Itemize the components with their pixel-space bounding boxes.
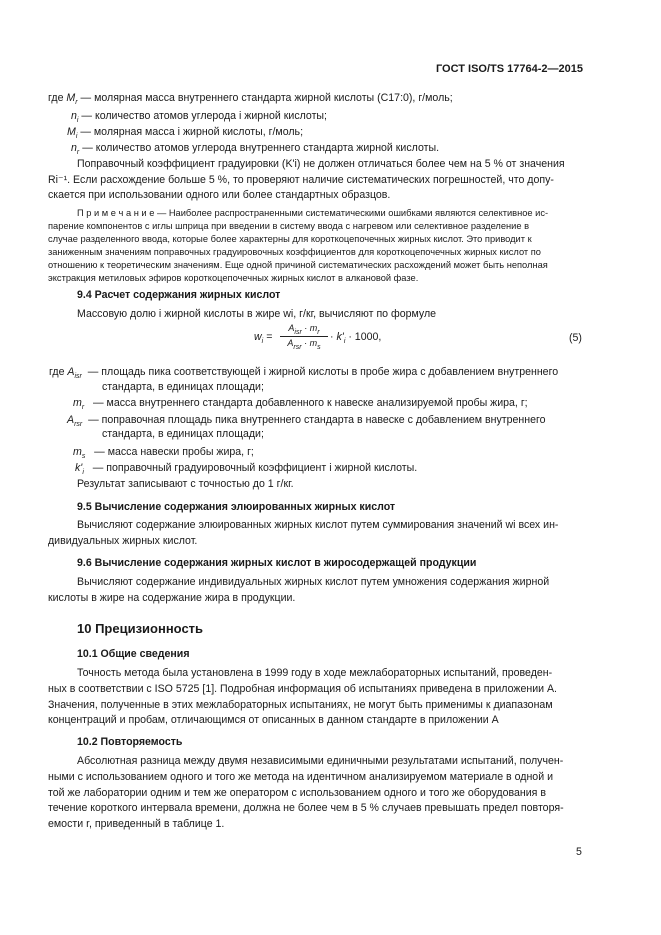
para1-line3: скается при использовании одного или более стандартных образцов.: [48, 189, 391, 201]
s102-line5: емости r, приведенный в таблице 1.: [48, 818, 225, 830]
def-Arsr: $A_{rsr}$ — поправочная площадь пика внутреннего стандарта в навеске с добавлением внутреннего: [67, 414, 546, 429]
def-Mi: $M_i$ — молярная масса i жирной кислоты, г/моль;: [67, 126, 304, 141]
s102-line4: течение короткого интервала времени, должна не более чем в 5 % случаев превышать предел повторя-: [48, 802, 564, 814]
s102-line2: ными с использованием одного и того же метода на идентичном анализируемом материале в одной и: [48, 771, 553, 783]
section-9-5-title: 9.5 Вычисление содержания элюированных жирных кислот: [77, 501, 396, 513]
def-ms: $m_s$ — масса навески пробы жира, г;: [73, 446, 254, 461]
s96-line1: Вычисляют содержание индивидуальных жирных кислот путем умножения содержания жирной: [77, 576, 550, 588]
formula-number: (5): [569, 332, 582, 344]
note-line1: П р и м е ч а н и е — Наиболее распространенными систематическими ошибками являются селективное ис-: [77, 208, 549, 218]
def-Aisr-cont: стандарта, в единицах площади;: [102, 381, 264, 393]
def-nr: $n_r$ — количество атомов углерода внутреннего стандарта жирной кислоты.: [71, 142, 440, 157]
note-line4: заниженным значениям поправочных градуировочных коэффициентов для короткоцепочечных жирных кислот по: [48, 247, 541, 257]
def-Arsr-cont: стандарта, в единицах площади;: [102, 428, 264, 440]
note-line3: случае разделенного ввода, которые более характерны для короткоцепочечных жирных кислот. Это приводит к: [48, 234, 532, 244]
note-line5: отношению к теоретическим значениям. Еще одной причиной систематических расхождений может быть неполная: [48, 260, 548, 270]
s101-line4: концентраций и пробам, отличающимся от описанных в данном стандарте в приложении А: [48, 714, 499, 726]
s94-intro: Массовую долю i жирной кислоты в жире wi, г/кг, вычисляют по формуле: [77, 308, 437, 320]
section-10-1-title: 10.1 Общие сведения: [77, 648, 190, 660]
note-line2: парение компонентов с иглы шприца при введении в систему ввода с нагревом или селективное разделение в: [48, 221, 530, 231]
section-10-2-title: 10.2 Повторяемость: [77, 736, 183, 748]
standard-header: ГОСТ ISO/TS 17764-2—2015: [435, 63, 583, 75]
def-mr2: $m_r$ — масса внутреннего стандарта добавленного к навеске анализируемой пробы жира, г;: [73, 397, 528, 412]
s101-line1: Точность метода была установлена в 1999 году в ходе межлабораторных испытаний, проведен-: [77, 667, 553, 679]
def-mr: где $M_r$ — молярная масса внутреннего стандарта жирной кислоты (С17:0), г/моль;: [48, 92, 453, 107]
page-number: 5: [576, 846, 582, 858]
section-9-4-title: 9.4 Расчет содержания жирных кислот: [77, 289, 281, 301]
def-Aisr: где $A_{isr}$ — площадь пика соответствующей i жирной кислоты в пробе жира с добавлением внутреннего: [49, 366, 559, 381]
s101-line2: ных в соответствии с ISO 5725 [1]. Подробная информация об испытаниях приведена в приложении А.: [48, 683, 557, 695]
section-10-title: 10 Прецизионность: [77, 621, 204, 636]
def-Ki: $k'_i$ — поправочный градуировочный коэффициент i жирной кислоты.: [75, 462, 418, 477]
s102-line1: Абсолютная разница между двумя независимыми единичными результатами испытаний, получен-: [77, 755, 564, 767]
formula-5: $w_i$ = $A_{isr} \cdot m_r$ $A_{rsr} \cdot m_s$ · $k'_i \cdot 1000$,: [254, 323, 382, 351]
s95-line2: дивидуальных жирных кислот.: [48, 535, 198, 547]
def-ni: $n_i$ — количество атомов углерода i жирной кислоты;: [71, 110, 327, 125]
note-line6: экстракция метиловых эфиров короткоцепочечных жирных кислот в алкановой фазе.: [48, 273, 419, 283]
s95-line1: Вычисляют содержание элюированных жирных кислот путем суммирования значений wi всех ин-: [77, 519, 559, 531]
para1-line2: Ri⁻¹. Если расхождение больше 5 %, то проверяют наличие систематических погрешностей, что допу-: [48, 174, 554, 186]
para1-line1: Поправочный коэффициент градуировки (K'i) не должен отличаться более чем на 5 % от значения: [77, 158, 565, 170]
s102-line3: той же лаборатории одним и тем же оператором с использованием одного и того же оборудования в: [48, 787, 546, 799]
s96-line2: кислоты в жире на содержание жира в продукции.: [48, 592, 296, 604]
s94-result: Результат записывают с точностью до 1 г/кг.: [77, 478, 294, 490]
s101-line3: Значения, полученные в этих межлабораторных испытаниях, не могут быть применимы к диапазонам: [48, 699, 553, 711]
section-9-6-title: 9.6 Вычисление содержания жирных кислот в жиросодержащей продукции: [77, 557, 477, 569]
